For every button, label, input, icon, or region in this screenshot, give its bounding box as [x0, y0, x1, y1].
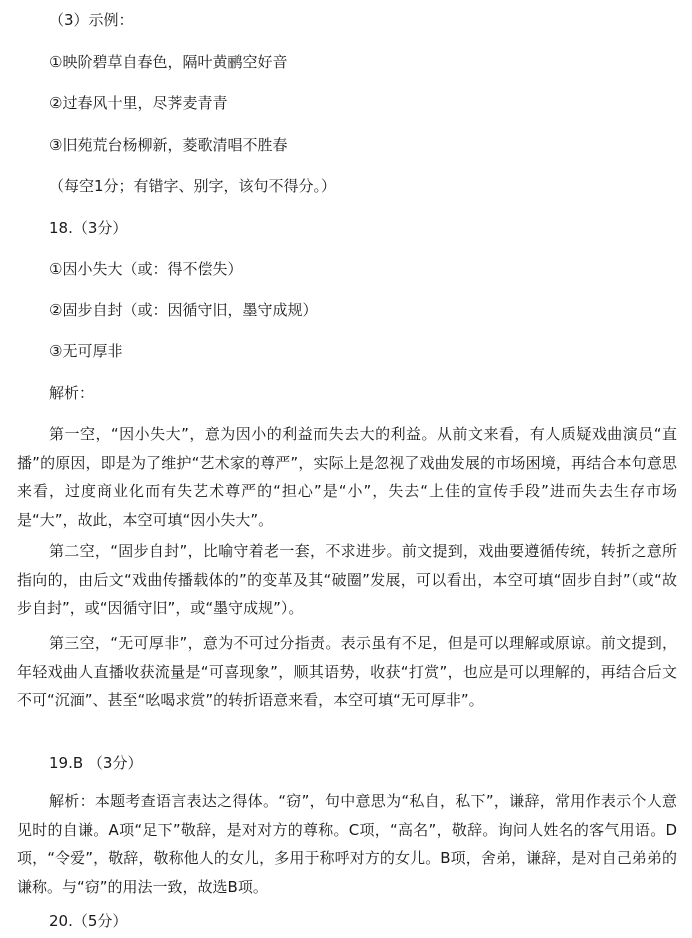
q18-analysis-paragraph-2: 第二空，“固步自封”，比喻守着老一套，不求进步。前文提到，戏曲要遵循传统，转折之意所指向的，由后文“戏曲传播载体的”的变革及其“破圈”发展，可以看出，本空可填“固步自封”（或“故步自封”，或“因循守旧”，或“墨守成规”）。	[17, 542, 677, 617]
q19-analysis-paragraph: 解析：本题考查语言表达之得体。“窃”，句中意思为“私自，私下”，谦辞，常用作表示个人意见时的自谦。A项“足下”敬辞，是对对方的尊称。C项，“高名”，敬辞。询问人姓名的客气用语。D项，“令爱”，敬辞，敬称他人的女儿，多用于称呼对方的女儿。B项，舍弟，谦辞，是对自己弟弟的谦称。与“窃”的用法一致，故选B项。	[17, 792, 677, 896]
section-3-header: （3）示例：	[49, 11, 134, 29]
example-3: ③旧苑荒台杨柳新，菱歌清唱不胜春	[49, 136, 288, 154]
scoring-note: （每空1分；有错字、别字，该句不得分。）	[49, 177, 337, 195]
q18-answer-3: ③无可厚非	[49, 342, 123, 360]
question-19-header: 19.B （3分）	[49, 754, 143, 772]
q18-analysis-paragraph-1: 第一空，“因小失大”，意为因小的利益而失去大的利益。从前文来看，有人质疑戏曲演员“直播”的原因，即是为了维护“艺术家的尊严”，实际上是忽视了戏曲发展的市场困境，再结合本句意思来看，过度商业化而有失艺术尊严的“担心”是“小”，失去“上佳的宣传手段”进而失去生存市场是“大”，故此，本空可填“因小失大”。	[17, 425, 677, 529]
q18-analysis-paragraph-3: 第三空，“无可厚非”，意为不可过分指责。表示虽有不足，但是可以理解或原谅。前文提到，年轻戏曲人直播收获流量是“可喜现象”，顺其语势，收获“打赏”，也应是可以理解的，再结合后文不可“沉湎”、甚至“吆喝求赏”的转折语意来看，本空可填“无可厚非”。	[17, 634, 677, 709]
example-2: ②过春风十里，尽荠麦青青	[49, 94, 228, 112]
example-1: ①映阶碧草自春色，隔叶黄鹂空好音	[49, 53, 288, 71]
q18-answer-1: ①因小失大（或：得不偿失）	[49, 260, 243, 278]
question-18-header: 18.（3分）	[49, 219, 128, 237]
q18-answer-2: ②固步自封（或：因循守旧，墨守成规）	[49, 301, 318, 319]
q18-analysis-label: 解析：	[49, 384, 95, 402]
question-20-header: 20.（5分）	[49, 912, 128, 930]
